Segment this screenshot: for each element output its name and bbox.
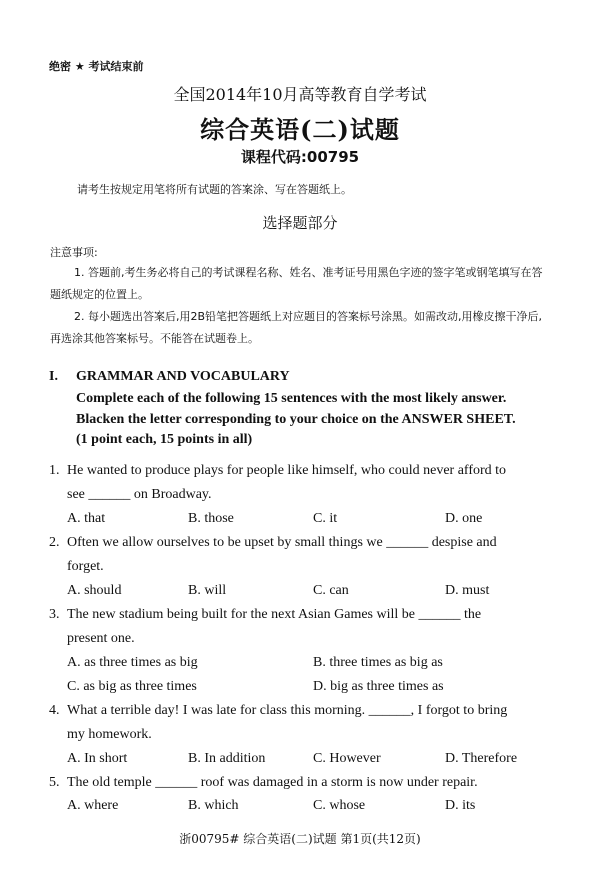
notes-title: 注意事项: — [50, 246, 98, 259]
question-number: 4. — [49, 703, 60, 718]
instruction: 请考生按规定用笔将所有试题的答案涂、写在答题纸上。 — [77, 183, 352, 196]
course-code: 课程代码:00795 — [240, 148, 360, 166]
option: A. where — [67, 798, 119, 813]
option: D. its — [445, 798, 476, 813]
option: C. can — [313, 583, 349, 598]
option: C. whose — [313, 798, 366, 813]
note-item: 2. 每小题选出答案后,用2B铅笔把答题纸上对应题目的答案标号涂黑。如需改动,用橡皮擦干净后,再选涂其他答案标号。不能答在试题卷上。 — [50, 310, 543, 345]
question-number: 1. — [49, 463, 60, 478]
section-desc-line: Blacken the letter corresponding to your choice on the ANSWER SHEET. — [76, 411, 516, 427]
question-number: 2. — [49, 535, 60, 550]
section-number: I. — [49, 369, 58, 384]
option: B. will — [188, 583, 227, 598]
section-title: GRAMMAR AND VOCABULARY — [76, 369, 290, 384]
question-text: The old temple ______ roof was damaged in a storm is now under repair. — [67, 775, 478, 790]
question-text: The new stadium being built for the next Asian Games will be ______ the — [67, 607, 482, 622]
question-text: What a terrible day! I was late for class this morning. ______, I forgot to bring — [67, 703, 508, 718]
option: A. In short — [67, 751, 128, 766]
option: B. three times as big as — [313, 655, 443, 670]
note-item: 1. 答题前,考生务必将自己的考试课程名称、姓名、准考证号用黑色字迹的签字笔或钢笔填写在答题纸规定的位置上。 — [50, 266, 543, 301]
exam-title: 全国2014年10月高等教育自学考试 — [173, 85, 427, 104]
option: A. that — [67, 511, 106, 526]
section-heading — [49, 369, 290, 385]
question-text: present one. — [67, 631, 135, 646]
question-text: forget. — [67, 559, 104, 574]
option: C. it — [313, 511, 338, 526]
option: A. as three times as big — [67, 655, 198, 670]
option: B. those — [188, 511, 234, 526]
section-instructions — [76, 389, 516, 451]
subject-title: 综合英语(二)试题 — [200, 115, 400, 144]
question-number: 3. — [49, 607, 60, 622]
section-desc-line: (1 point each, 15 points in all) — [76, 432, 253, 447]
question-number: 5. — [49, 775, 60, 790]
page-footer: 浙00795# 综合英语(二)试题 第1页(共12页) — [179, 832, 421, 846]
option: B. In addition — [188, 751, 266, 766]
option: D. must — [445, 583, 490, 598]
part-title: 选择题部分 — [262, 214, 338, 232]
option: A. should — [67, 583, 122, 598]
option: C. as big as three times — [67, 679, 197, 694]
option: D. big as three times as — [313, 679, 444, 694]
option: B. which — [188, 798, 239, 813]
question-text: my homework. — [67, 727, 152, 742]
secret-label: 绝密 ★ 考试结束前 — [49, 60, 144, 73]
option: D. Therefore — [445, 751, 518, 766]
option: C. However — [313, 751, 381, 766]
option: D. one — [445, 511, 483, 526]
question-text: Often we allow ourselves to be upset by small things we ______ despise and — [67, 535, 497, 550]
question-text: see ______ on Broadway. — [67, 487, 212, 502]
question-text: He wanted to produce plays for people like himself, who could never afford to — [67, 463, 507, 478]
section-desc-line: Complete each of the following 15 sentences with the most likely answer. — [76, 391, 507, 406]
